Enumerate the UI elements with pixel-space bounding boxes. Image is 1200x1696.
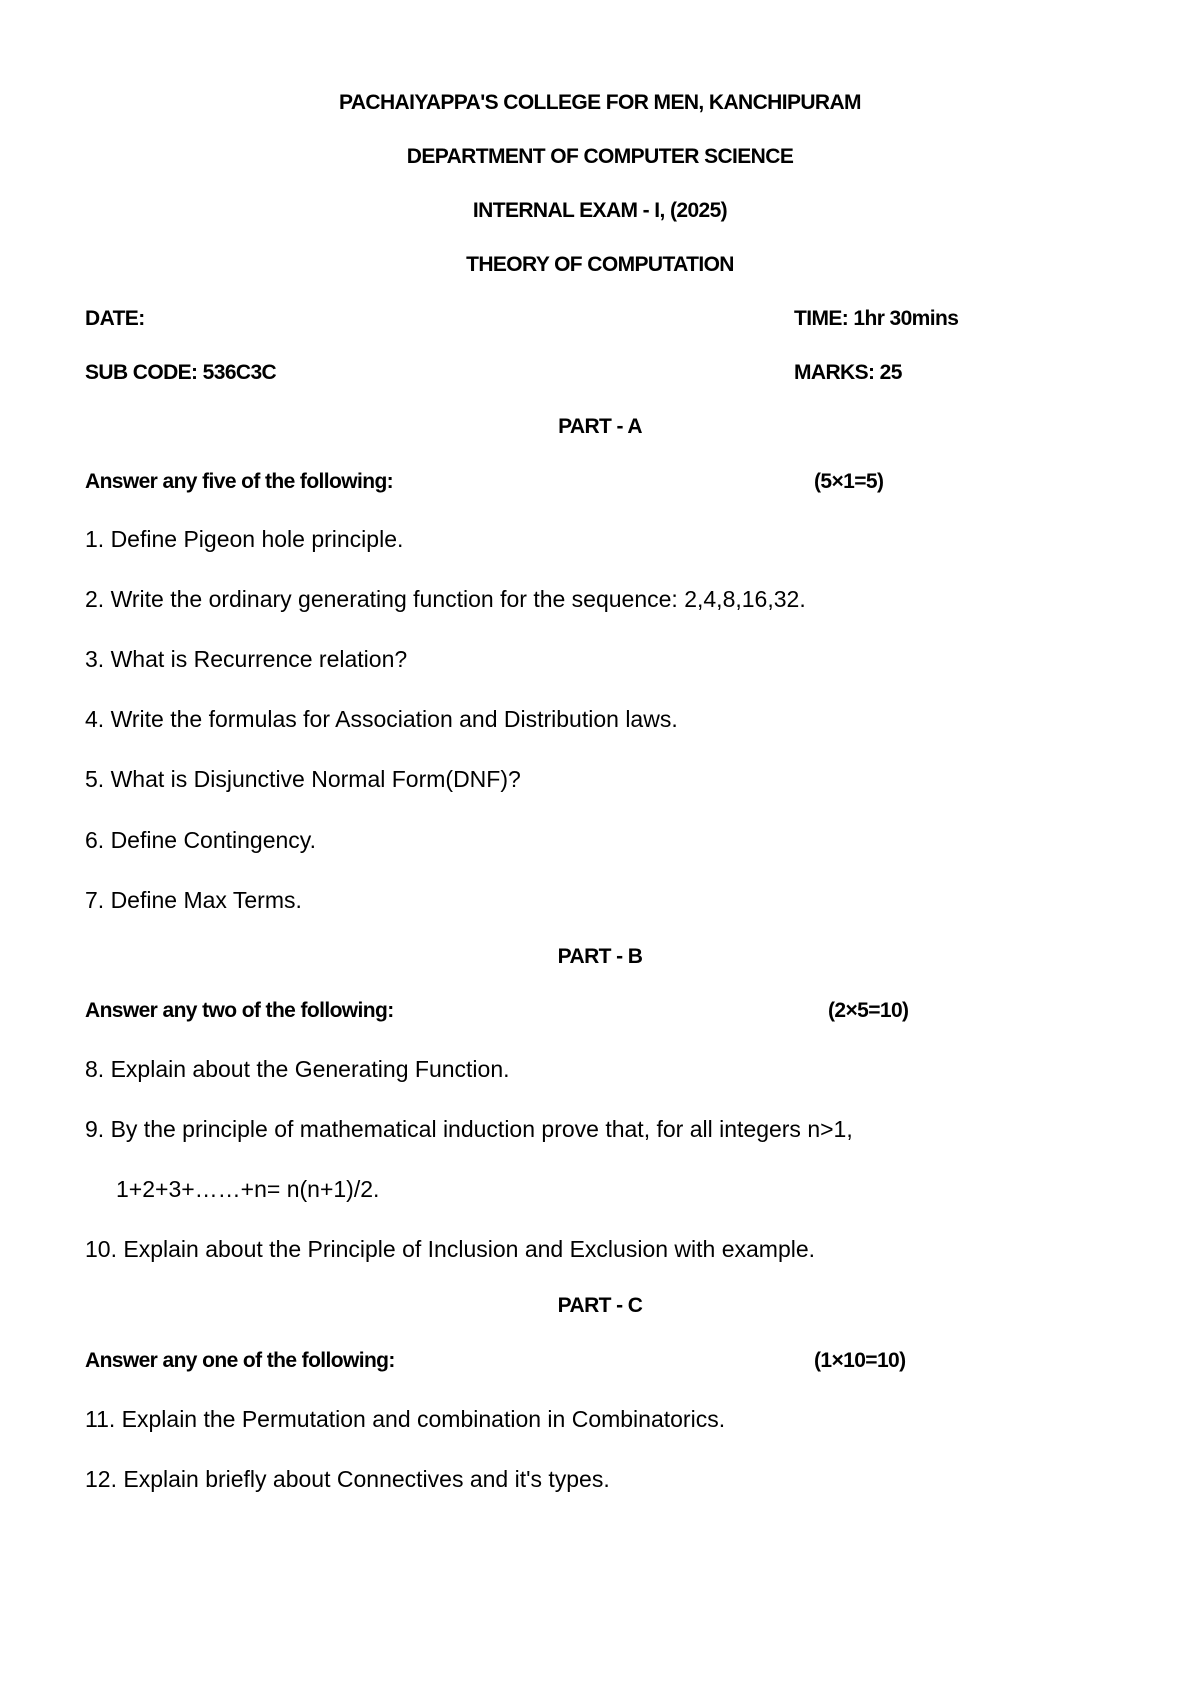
question-7: 7. Define Max Terms. bbox=[85, 887, 302, 913]
part-b-title: PART - B bbox=[557, 945, 643, 968]
question-9: 9. By the principle of mathematical induction prove that, for all integers n>1, bbox=[85, 1116, 853, 1142]
question-3: 3. What is Recurrence relation? bbox=[85, 646, 408, 672]
part-b-instruction: Answer any two of the following: bbox=[85, 999, 394, 1022]
question-4: 4. Write the formulas for Association and Distribution laws. bbox=[85, 706, 678, 732]
exam-title: INTERNAL EXAM - I, (2025) bbox=[472, 199, 728, 222]
time-label: TIME: 1hr 30mins bbox=[794, 307, 959, 330]
question-1: 1. Define Pigeon hole principle. bbox=[85, 526, 404, 552]
question-2: 2. Write the ordinary generating function for the sequence: 2,4,8,16,32. bbox=[85, 586, 806, 612]
question-8: 8. Explain about the Generating Function. bbox=[85, 1056, 510, 1082]
part-a-title: PART - A bbox=[558, 415, 642, 438]
question-5: 5. What is Disjunctive Normal Form(DNF)? bbox=[85, 766, 521, 792]
question-10: 10. Explain about the Principle of Inclusion and Exclusion with example. bbox=[85, 1236, 816, 1262]
part-c-instruction: Answer any one of the following: bbox=[85, 1349, 395, 1372]
question-11: 11. Explain the Permutation and combination in Combinatorics. bbox=[85, 1406, 726, 1432]
marks-label: MARKS: 25 bbox=[794, 361, 902, 384]
subject-title: THEORY OF COMPUTATION bbox=[466, 253, 734, 276]
part-c-marks: (1×10=10) bbox=[814, 1349, 906, 1372]
department-name: DEPARTMENT OF COMPUTER SCIENCE bbox=[406, 145, 794, 168]
part-a-instruction: Answer any five of the following: bbox=[85, 470, 394, 493]
question-12: 12. Explain briefly about Connectives and it's types. bbox=[85, 1466, 610, 1492]
part-b-marks: (2×5=10) bbox=[828, 999, 909, 1022]
question-6: 6. Define Contingency. bbox=[85, 827, 316, 853]
part-a-marks: (5×1=5) bbox=[814, 470, 884, 493]
part-c-title: PART - C bbox=[557, 1294, 643, 1317]
date-label: DATE: bbox=[85, 307, 145, 330]
question-9-continuation: 1+2+3+……+n= n(n+1)/2. bbox=[116, 1176, 380, 1202]
college-name: PACHAIYAPPA'S COLLEGE FOR MEN, KANCHIPURAM bbox=[339, 91, 861, 114]
subject-code: SUB CODE: 536C3C bbox=[85, 361, 277, 384]
